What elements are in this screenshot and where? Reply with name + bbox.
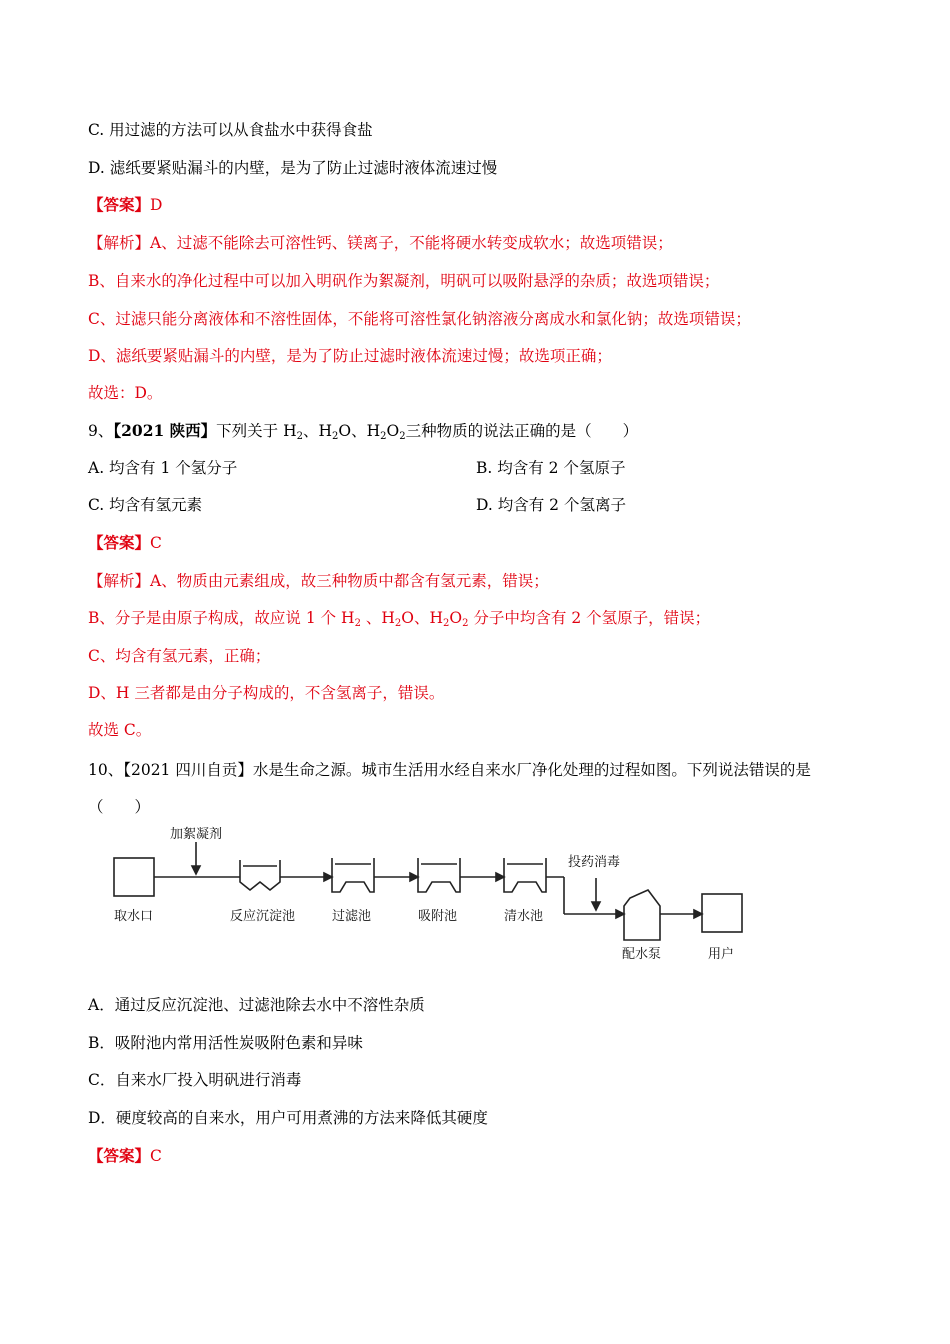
answer-label: 【答案】: [88, 195, 151, 214]
adsorption-tank: [418, 858, 460, 892]
analysis-text: 、H: [360, 609, 395, 627]
label-coagulant: 加絮凝剂: [170, 827, 223, 842]
answer-value: D: [150, 196, 163, 214]
q9-stem-text: 、H: [303, 422, 333, 440]
q9-stem-text: 下列关于 H: [216, 422, 297, 440]
label-intake: 取水口: [114, 909, 154, 924]
q8-option-c: C. 用过滤的方法可以从食盐水中获得食盐: [88, 121, 373, 139]
q9-stem: [88, 421, 638, 441]
label-filter: 过滤池: [332, 909, 372, 924]
label-pump: 配水泵: [622, 947, 662, 962]
q9-answer: [88, 533, 162, 553]
user-box: [702, 894, 742, 932]
answer-value: C: [150, 534, 162, 552]
q9-analysis-a: 【解析】A、物质由元素组成，故三种物质中都含有氢元素，错误；: [88, 572, 549, 590]
analysis-text: O: [449, 609, 463, 627]
intake-box: [114, 858, 154, 896]
q10-paren: （ ）: [88, 798, 151, 816]
q8-option-d: D. 滤纸要紧贴漏斗的内壁，是为了防止过滤时液体流速过慢: [88, 159, 498, 177]
q9-stem-text: O、H: [338, 422, 381, 440]
q10-option-d: D．硬度较高的自来水，用户可用煮沸的方法来降低其硬度: [88, 1109, 488, 1127]
answer-label: 【答案】: [88, 1146, 151, 1165]
subscript: 2: [354, 618, 361, 629]
q9-conclusion: 故选 C。: [88, 721, 152, 739]
subscript: 2: [380, 431, 387, 442]
label-adsorption: 吸附池: [418, 909, 458, 924]
q9-number: 9、: [88, 422, 114, 440]
sedimentation-tank: [240, 860, 280, 890]
subscript: 2: [332, 431, 339, 442]
label-disinfect: 投药消毒: [568, 855, 621, 870]
q10-option-c: C．自来水厂投入明矾进行消毒: [88, 1071, 302, 1089]
answer-value: C: [150, 1147, 162, 1165]
water-treatment-diagram: [100, 820, 780, 970]
subscript: 2: [296, 431, 303, 442]
q9-analysis-b: [88, 608, 710, 628]
q9-option-d: D. 均含有 2 个氢离子: [476, 496, 626, 514]
q10-option-a: A．通过反应沉淀池、过滤池除去水中不溶性杂质: [88, 996, 425, 1014]
q9-stem-text: O: [386, 422, 400, 440]
label-clear: 清水池: [504, 909, 544, 924]
analysis-text: O、H: [401, 609, 443, 627]
q8-analysis-c: C、过滤只能分离液体和不溶性固体，不能将可溶性氯化钠溶液分离成水和氯化钠；故选项错误；: [88, 310, 751, 328]
q8-conclusion: 故选：D。: [88, 384, 163, 402]
analysis-text: B、分子是由原子构成，故应说 1 个 H: [88, 609, 355, 627]
q9-stem-text: 三种物质的说法正确的是（ ）: [405, 422, 639, 440]
answer-label: 【答案】: [88, 533, 151, 552]
q8-answer: [88, 195, 162, 215]
clear-water-tank: [504, 858, 546, 892]
subscript: 2: [443, 618, 450, 629]
subscript: 2: [399, 431, 406, 442]
label-user: 用户: [708, 947, 735, 962]
q9-analysis-c: C、均含有氢元素，正确；: [88, 647, 271, 665]
subscript: 2: [462, 618, 469, 629]
q9-analysis-d: D、H 三者都是由分子构成的，不含氢离子，错误。: [88, 684, 445, 702]
pump-shape: [624, 890, 660, 940]
q10-answer: [88, 1146, 162, 1166]
q8-analysis-d: D、滤纸要紧贴漏斗的内壁，是为了防止过滤时液体流速过慢；故选项正确；: [88, 347, 612, 365]
q10-stem: 10、【2021 四川自贡】水是生命之源。城市生活用水经自来水厂净化处理的过程如图。下列说法错误的是: [88, 761, 811, 779]
subscript: 2: [394, 618, 402, 629]
q9-option-a: A. 均含有 1 个氢分子: [88, 459, 238, 477]
q10-option-b: B．吸附池内常用活性炭吸附色素和异味: [88, 1034, 363, 1052]
q9-option-b: B. 均含有 2 个氢原子: [476, 459, 626, 477]
filter-tank: [332, 858, 374, 892]
q8-analysis-a: 【解析】A、过滤不能除去可溶性钙、镁离子，不能将硬水转变成软水；故选项错误；: [88, 234, 673, 252]
label-sedimentation: 反应沉淀池: [230, 909, 296, 924]
q9-option-c: C. 均含有氢元素: [88, 496, 203, 514]
q9-source: 【2021 陕西】: [113, 421, 217, 440]
analysis-text: 分子中均含有 2 个氢原子，错误；: [468, 609, 711, 627]
q8-analysis-b: B、自来水的净化过程中可以加入明矾作为絮凝剂，明矾可以吸附悬浮的杂质；故选项错误；: [88, 272, 720, 290]
